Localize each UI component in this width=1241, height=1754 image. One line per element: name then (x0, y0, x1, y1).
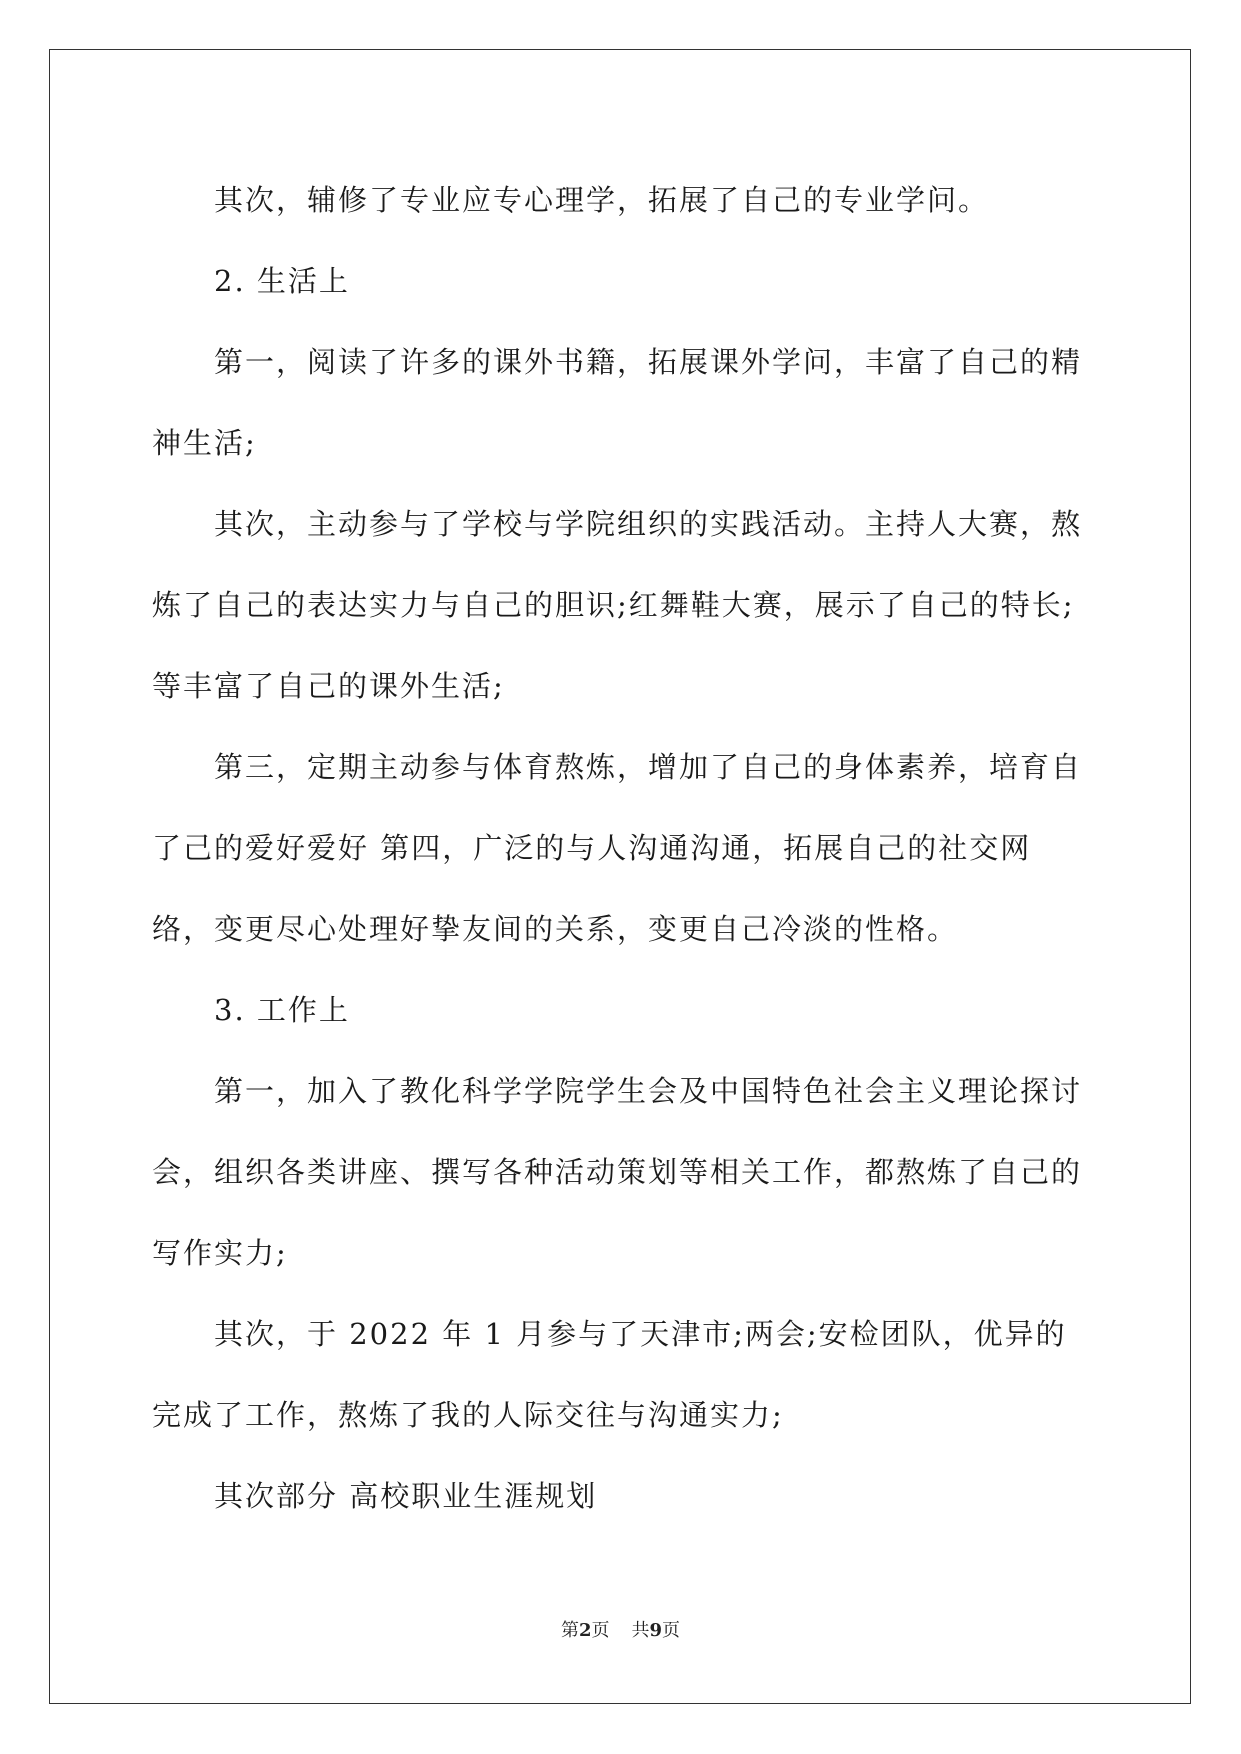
total-prefix: 共 (631, 1620, 650, 1641)
document-body (152, 160, 1092, 1537)
paragraph: 第三，定期主动参与体育熬炼，增加了自己的身体素养，培育自了己的爱好爱好 第四，广泛的与人沟通沟通，拓展自己的社交网络，变更尽心处理好挚友间的关系，变更自己冷淡的性格。 (152, 750, 1083, 946)
page-prefix: 第 (560, 1620, 579, 1641)
page-footer (0, 1616, 1241, 1642)
paragraph: 其次，辅修了专业应专心理学，拓展了自己的专业学问。 (214, 183, 990, 217)
paragraph: 第一，阅读了许多的课外书籍，拓展课外学问，丰富了自己的精神生活; (152, 345, 1083, 460)
page-total: 9 (649, 1620, 663, 1641)
total-suffix: 页 (662, 1620, 681, 1641)
paragraph: 第一，加入了教化科学学院学生会及中国特色社会主义理论探讨会，组织各类讲座、撰写各种活动策划等相关工作，都熬炼了自己的写作实力; (152, 1074, 1083, 1270)
page-suffix: 页 (591, 1620, 610, 1641)
section-heading-part-two: 其次部分 高校职业生涯规划 (214, 1479, 598, 1513)
section-heading-life: 2. 生活上 (214, 264, 350, 298)
paragraph: 其次，于 2022 年 1 月参与了天津市;两会;安检团队，优异的完成了工作，熬炼了我的人际交往与沟通实力; (152, 1317, 1067, 1432)
paragraph: 其次，主动参与了学校与学院组织的实践活动。主持人大赛，熬炼了自己的表达实力与自己的胆识;红舞鞋大赛，展示了自己的特长;等丰富了自己的课外生活; (152, 507, 1083, 703)
section-heading-work: 3. 工作上 (214, 993, 350, 1027)
page-current: 2 (578, 1620, 592, 1641)
